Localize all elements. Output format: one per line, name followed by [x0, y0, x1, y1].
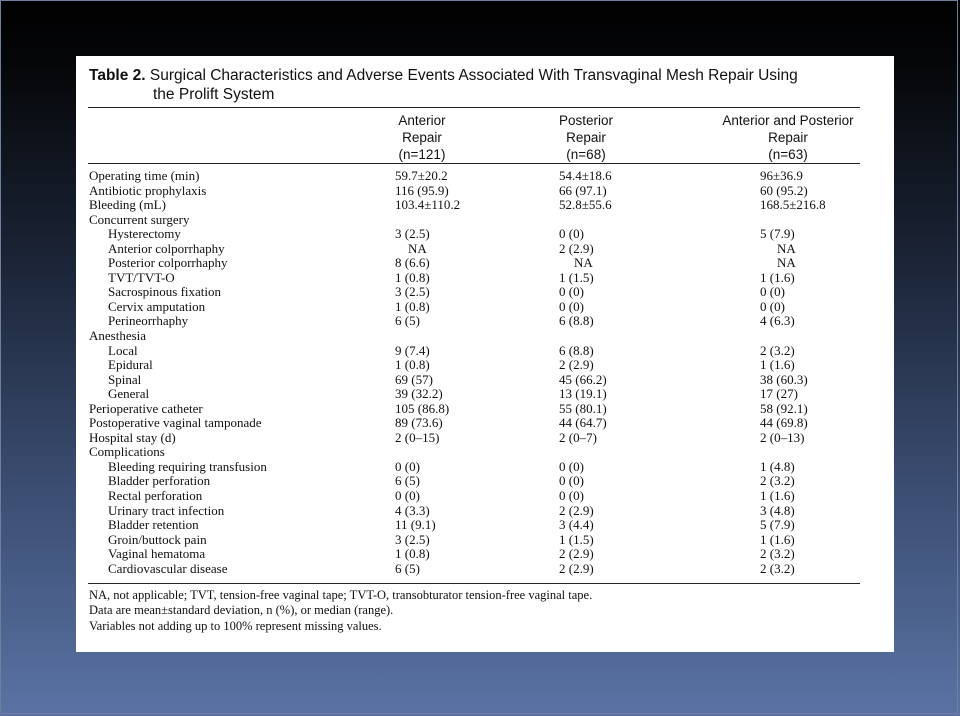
cell-value: 9 (7.4)	[395, 342, 430, 358]
cell-value: NA	[777, 240, 796, 256]
table-row	[88, 547, 878, 562]
table-label: Table 2.	[89, 67, 146, 84]
column-header-posterior: Posterior Repair (n=68)	[558, 113, 614, 162]
row-label: Posterior colporrhaphy	[108, 255, 228, 271]
cell-value: 0 (0)	[559, 226, 584, 242]
table-row	[88, 373, 878, 388]
cell-value: 1 (0.8)	[395, 357, 430, 373]
table-row	[88, 474, 878, 489]
cell-value: 1 (0.8)	[395, 546, 430, 562]
row-label: Vaginal hematoma	[108, 546, 206, 562]
cell-value: 2 (2.9)	[559, 502, 594, 518]
cell-value: 1 (0.8)	[395, 269, 430, 285]
cell-value: 6 (5)	[395, 560, 420, 576]
cell-value: 1 (1.5)	[559, 269, 594, 285]
cell-value: 4 (6.3)	[760, 313, 795, 329]
row-label: Complications	[89, 444, 165, 460]
header-rule	[88, 163, 860, 164]
cell-value: 6 (5)	[395, 313, 420, 329]
row-label: Urinary tract infection	[108, 502, 225, 518]
cell-value: 3 (2.5)	[395, 226, 430, 242]
row-label: Local	[108, 342, 138, 358]
row-label: Spinal	[108, 371, 142, 387]
table-row	[88, 184, 878, 199]
table-row	[88, 285, 878, 300]
table-row	[88, 504, 878, 519]
row-label: Cardiovascular disease	[108, 560, 228, 576]
cell-value: 11 (9.1)	[395, 517, 436, 533]
cell-value: 89 (73.6)	[395, 415, 443, 431]
table-row	[88, 329, 878, 344]
table-row	[88, 169, 878, 184]
cell-value: 6 (8.8)	[559, 313, 594, 329]
table-footnotes	[89, 588, 879, 634]
cell-value: 116 (95.9)	[395, 182, 449, 198]
cell-value: 6 (8.8)	[559, 342, 594, 358]
cell-value: 0 (0)	[559, 298, 584, 314]
table-row	[88, 198, 878, 213]
cell-value: 5 (7.9)	[760, 226, 795, 242]
cell-value: 2 (3.2)	[760, 560, 795, 576]
cell-value: 8 (6.6)	[395, 255, 430, 271]
cell-value: 1 (1.6)	[760, 488, 795, 504]
table-row	[88, 416, 878, 431]
row-label: Hysterectomy	[108, 226, 181, 242]
table-title	[89, 66, 879, 104]
table-row	[88, 256, 878, 271]
table-row	[88, 213, 878, 228]
cell-value: 17 (27)	[760, 386, 798, 402]
row-label: Cervix amputation	[108, 298, 206, 314]
row-label: Perioperative catheter	[89, 400, 203, 416]
table-row	[88, 344, 878, 359]
row-label: Anesthesia	[89, 328, 147, 344]
cell-value: NA	[777, 255, 796, 271]
top-rule	[88, 107, 860, 108]
cell-value: 1 (0.8)	[395, 298, 430, 314]
cell-value: 58 (92.1)	[760, 400, 808, 416]
table-row	[88, 358, 878, 373]
cell-value: 44 (64.7)	[559, 415, 607, 431]
table-row	[88, 460, 878, 475]
cell-value: 0 (0)	[559, 284, 584, 300]
row-label: Postoperative vaginal tamponade	[89, 415, 262, 431]
cell-value: 2 (3.2)	[760, 546, 795, 562]
cell-value: 3 (2.5)	[395, 284, 430, 300]
row-label: Anterior colporrhaphy	[108, 240, 225, 256]
table-row	[88, 271, 878, 286]
table-row	[88, 402, 878, 417]
cell-value: 1 (4.8)	[760, 458, 795, 474]
cell-value: 0 (0)	[760, 298, 785, 314]
cell-value: 2 (3.2)	[760, 473, 795, 489]
table-row	[88, 562, 878, 577]
row-label: Rectal perforation	[108, 488, 203, 504]
table-row	[88, 300, 878, 315]
cell-value: 13 (19.1)	[559, 386, 607, 402]
cell-value: 2 (0–13)	[760, 429, 805, 445]
row-label: Bladder perforation	[108, 473, 211, 489]
cell-value: 3 (2.5)	[395, 531, 430, 547]
cell-value: 60 (95.2)	[760, 182, 808, 198]
cell-value: NA	[574, 255, 593, 271]
cell-value: 96±36.9	[760, 168, 803, 183]
cell-value: 54.4±18.6	[559, 168, 612, 183]
table-row	[88, 445, 878, 460]
cell-value: 0 (0)	[395, 458, 420, 474]
cell-value: 39 (32.2)	[395, 386, 443, 402]
footnote-data-format: Data are mean±standard deviation, n (%), or median (range).	[89, 603, 394, 618]
cell-value: 2 (2.9)	[559, 560, 594, 576]
cell-value: 2 (3.2)	[760, 342, 795, 358]
cell-value: 0 (0)	[559, 488, 584, 504]
cell-value: 38 (60.3)	[760, 371, 808, 387]
table-row	[88, 431, 878, 446]
cell-value: 1 (1.6)	[760, 531, 795, 547]
table-row	[88, 518, 878, 533]
table-row	[88, 314, 878, 329]
table-title-line2: the Prolift System	[153, 86, 275, 103]
row-label: Sacrospinous fixation	[108, 284, 222, 300]
cell-value: 52.8±55.6	[559, 197, 612, 213]
row-label: Antibiotic prophylaxis	[89, 182, 207, 198]
column-header-anterior: Anterior Repair (n=121)	[398, 113, 446, 162]
column-header-anterior-posterior: Anterior and Posterior Repair (n=63)	[722, 113, 854, 162]
row-label: Perineorrhaphy	[108, 313, 189, 329]
row-label: Bladder retention	[108, 517, 199, 533]
cell-value: 44 (69.8)	[760, 415, 808, 431]
footnote-missing-values: Variables not adding up to 100% represent missing values.	[89, 618, 382, 633]
cell-value: 2 (0–7)	[559, 429, 597, 445]
row-label: Epidural	[108, 357, 153, 373]
cell-value: 105 (86.8)	[395, 400, 450, 416]
cell-value: 2 (0–15)	[395, 429, 440, 445]
row-label: Hospital stay (d)	[89, 429, 176, 445]
cell-value: 1 (1.6)	[760, 269, 795, 285]
cell-value: 1 (1.6)	[760, 357, 795, 373]
row-label: Operating time (min)	[89, 168, 200, 183]
table-body	[88, 169, 878, 576]
row-label: Bleeding requiring transfusion	[108, 458, 267, 474]
cell-value: 0 (0)	[559, 458, 584, 474]
row-label: Groin/buttock pain	[108, 531, 207, 547]
cell-value: 66 (97.1)	[559, 182, 607, 198]
cell-value: 2 (2.9)	[559, 357, 594, 373]
cell-value: 55 (80.1)	[559, 400, 607, 416]
table-title-line1: Surgical Characteristics and Adverse Events Associated With Transvaginal Mesh Repair Using	[149, 67, 798, 84]
cell-value: 1 (1.5)	[559, 531, 594, 547]
footnote-abbreviations: NA, not applicable; TVT, tension-free vaginal tape; TVT-O, transobturator tension-free vaginal tape.	[89, 588, 593, 602]
bottom-rule	[88, 583, 860, 584]
table-image	[76, 56, 894, 652]
cell-value: 4 (3.3)	[395, 502, 430, 518]
cell-value: 2 (2.9)	[559, 546, 594, 562]
table-row	[88, 489, 878, 504]
cell-value: 2 (2.9)	[559, 240, 594, 256]
cell-value: 69 (57)	[395, 371, 433, 387]
row-label: Bleeding (mL)	[89, 197, 166, 213]
table-row	[88, 533, 878, 548]
row-label: TVT/TVT-O	[108, 269, 175, 285]
cell-value: 5 (7.9)	[760, 517, 795, 533]
cell-value: 0 (0)	[760, 284, 785, 300]
cell-value: 168.5±216.8	[760, 197, 826, 213]
cell-value: 0 (0)	[559, 473, 584, 489]
cell-value: 3 (4.4)	[559, 517, 594, 533]
cell-value: 103.4±110.2	[395, 197, 461, 213]
cell-value: NA	[408, 240, 427, 256]
cell-value: 45 (66.2)	[559, 371, 607, 387]
table-row	[88, 387, 878, 402]
cell-value: 3 (4.8)	[760, 502, 795, 518]
row-label: Concurrent surgery	[89, 211, 190, 227]
table-row	[88, 227, 878, 242]
row-label: General	[108, 386, 150, 402]
cell-value: 59.7±20.2	[395, 168, 448, 183]
cell-value: 6 (5)	[395, 473, 420, 489]
cell-value: 0 (0)	[395, 488, 420, 504]
table-row	[88, 242, 878, 257]
